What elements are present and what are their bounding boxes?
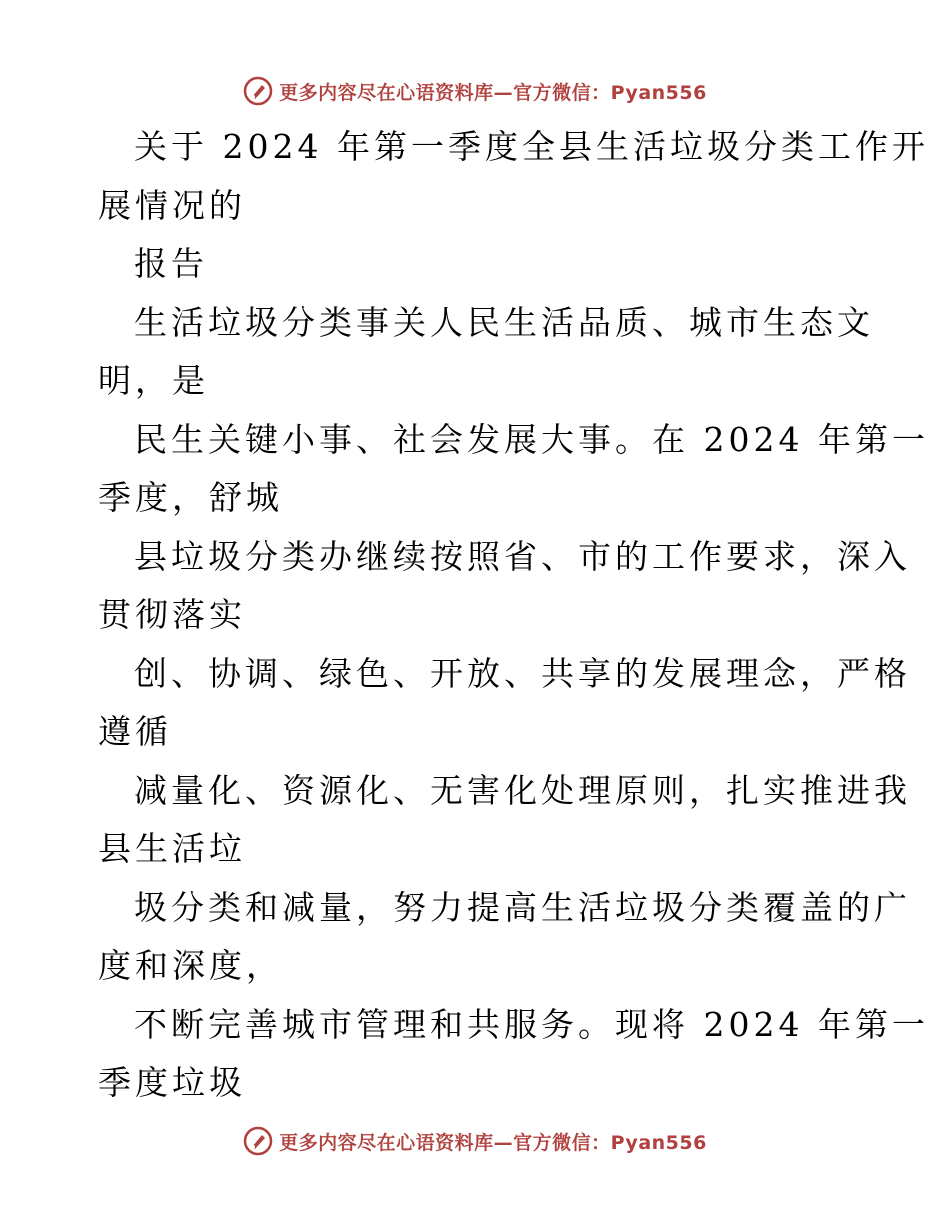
document-line: 季度，舒城: [98, 478, 283, 517]
document-body: [98, 118, 929, 1113]
document-line: 民生关键小事、社会发展大事。在 2024 年第一: [134, 419, 929, 459]
document-line: 生活垃圾分类事关人民生活品质、城市生态文: [134, 302, 874, 342]
document-line: 不断完善城市管理和共服务。现将 2024 年第一: [134, 1004, 929, 1044]
watermark-text: 更多内容尽在心语资料库—官方微信：Pyan556: [279, 81, 707, 104]
document-line: 遵循: [98, 712, 172, 751]
document-line: 贯彻落实: [98, 595, 246, 634]
document-line: 度和深度，: [98, 946, 283, 985]
document-line: 减量化、资源化、无害化处理原则，扎实推进我: [134, 770, 911, 810]
document-line: 关于 2024 年第一季度全县生活垃圾分类工作开: [134, 127, 929, 166]
document-line: 圾分类和减量，努力提高生活垃圾分类覆盖的广: [134, 887, 911, 927]
document-line: 创、协调、绿色、开放、共享的发展理念，严格: [134, 653, 911, 693]
document-line: 县生活垃: [98, 829, 246, 868]
pen-nib-logo-icon: [243, 76, 273, 106]
document-line: 县垃圾分类办继续按照省、市的工作要求，深入: [134, 536, 911, 576]
document-line: 明，是: [98, 361, 209, 400]
footer-watermark: [0, 1121, 950, 1161]
document-line: 季度垃圾: [98, 1063, 246, 1102]
header-watermark: [0, 71, 950, 111]
document-line: 展情况的: [98, 185, 246, 225]
watermark-text: 更多内容尽在心语资料库—官方微信：Pyan556: [279, 1131, 707, 1154]
pen-nib-logo-icon: [243, 1126, 273, 1156]
document-line: 报告: [134, 244, 208, 283]
